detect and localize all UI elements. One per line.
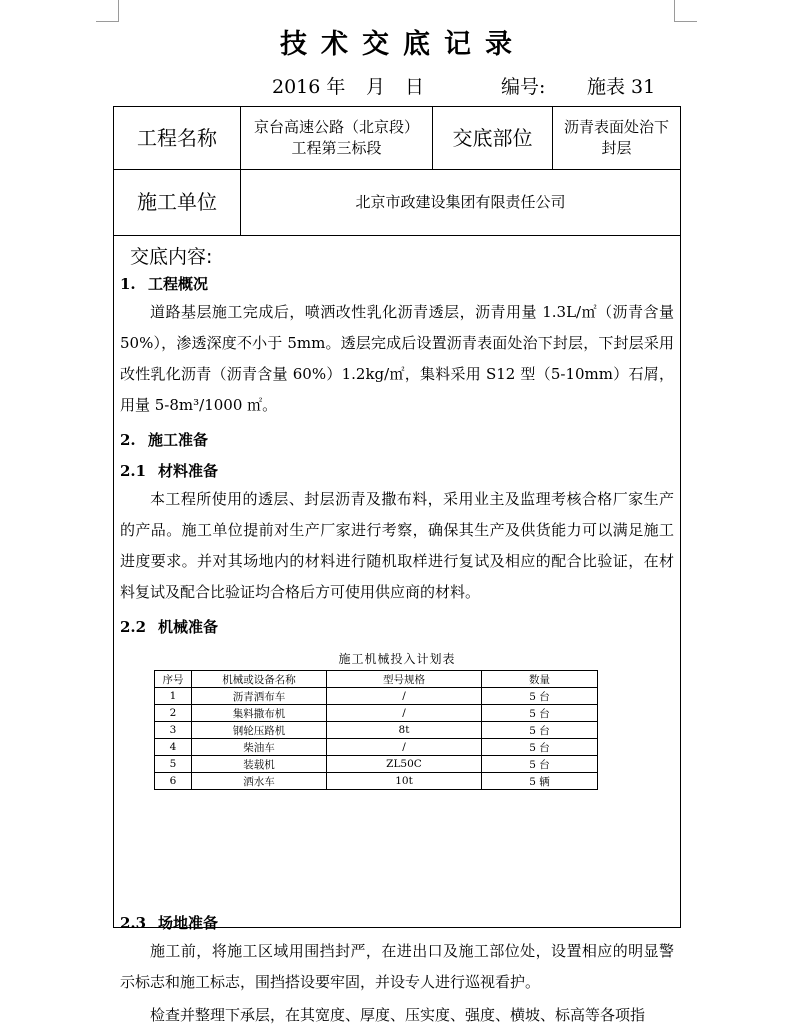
project-name-value bbox=[241, 107, 432, 169]
construction-unit-label: 施工单位 bbox=[137, 190, 217, 214]
grid-line bbox=[114, 235, 680, 236]
table-header-cell: 序号 bbox=[155, 671, 192, 688]
heading-2-2 bbox=[120, 616, 218, 637]
table-cell: 钢轮压路机 bbox=[192, 722, 327, 739]
table-header-cell: 型号规格 bbox=[327, 671, 482, 688]
heading-2-3 bbox=[120, 912, 218, 933]
project-name-label: 工程名称 bbox=[137, 125, 217, 150]
heading-2-number: 2. bbox=[120, 431, 136, 449]
part-line-2: 封层 bbox=[601, 139, 632, 157]
table-cell: 6 bbox=[155, 773, 192, 790]
table-header-cell: 机械或设备名称 bbox=[192, 671, 327, 688]
table-cell: 装载机 bbox=[192, 756, 327, 773]
table-header-row bbox=[155, 671, 598, 688]
table-cell: 1 bbox=[155, 688, 192, 705]
table-cell: 沥青洒布车 bbox=[192, 688, 327, 705]
table-cell: / bbox=[327, 705, 482, 722]
paragraph-overview: 道路基层施工完成后，喷洒改性乳化沥青透层，沥青用量 1.3L/㎡（沥青含量 50%），渗透深度不小于 5mm。透层完成后设置沥青表面处治下封层，下封层采用改性乳化沥青（沥青含量 60%）1.2kg/㎡，集料采用 S12 型（5-10mm）石屑，用量 5-8m³/1000 ㎡。 bbox=[120, 303, 674, 414]
date-month: 月 bbox=[366, 76, 386, 98]
date-line bbox=[0, 72, 792, 100]
table-row bbox=[155, 722, 598, 739]
table-row bbox=[155, 739, 598, 756]
table-cell: ZL50C bbox=[327, 756, 482, 773]
table-cell: 5 台 bbox=[482, 756, 598, 773]
record-form bbox=[113, 106, 681, 1024]
construction-unit-value: 北京市政建设集团有限责任公司 bbox=[355, 193, 566, 211]
table-cell: 2 bbox=[155, 705, 192, 722]
table-cell: 集料撒布机 bbox=[192, 705, 327, 722]
machinery-table-title: 施工机械投入计划表 bbox=[338, 652, 456, 666]
paragraph-materials: 本工程所使用的透层、封层沥青及撒布料，采用业主及监理考核合格厂家生产的产品。施工单位提前对生产厂家进行考察，确保其生产及供货能力可以满足施工进度要求。并对其场地内的材料进行随机取样进行复试及相应的配合比验证，在材料复试及配合比验证均合格后方可使用供应商的材料。 bbox=[120, 490, 674, 601]
machinery-table bbox=[154, 670, 598, 790]
heading-2-2-number: 2.2 bbox=[120, 618, 147, 636]
table-cell: / bbox=[327, 688, 482, 705]
date-year: 2016 年 bbox=[272, 76, 346, 98]
table-cell: 5 辆 bbox=[482, 773, 598, 790]
table-cell: 5 台 bbox=[482, 705, 598, 722]
heading-1-number: 1. bbox=[120, 275, 136, 293]
part-line-1: 沥青表面处治下 bbox=[563, 118, 669, 136]
paragraph-site-1: 施工前，将施工区域用围挡封严，在进出口及施工部位处，设置相应的明显警示标志和施工标志，围挡搭设要牢固，并设专人进行巡视看护。 bbox=[120, 942, 674, 991]
part-label: 交底部位 bbox=[452, 125, 533, 150]
project-name-line-1: 京台高速公路（北京段） bbox=[253, 118, 419, 136]
content-label: 交底内容: bbox=[130, 246, 213, 268]
crop-mark-left-v bbox=[118, 0, 119, 22]
table-cell: 柴油车 bbox=[192, 739, 327, 756]
table-row bbox=[155, 756, 598, 773]
heading-2-1-title: 材料准备 bbox=[158, 462, 219, 480]
table-cell: 洒水车 bbox=[192, 773, 327, 790]
table-cell: / bbox=[327, 739, 482, 756]
heading-2-3-title: 场地准备 bbox=[158, 914, 219, 932]
table-cell: 5 台 bbox=[482, 722, 598, 739]
crop-mark-right-v bbox=[674, 0, 675, 22]
table-header-cell: 数量 bbox=[482, 671, 598, 688]
heading-2 bbox=[120, 429, 208, 450]
table-cell: 8t bbox=[327, 722, 482, 739]
table-row bbox=[155, 773, 598, 790]
paragraph-site-2: 检查并整理下承层，在其宽度、厚度、压实度、强度、横坡、标高等各项指 bbox=[150, 1006, 646, 1024]
part-value bbox=[553, 107, 680, 169]
project-name-line-2: 工程第三标段 bbox=[291, 139, 382, 157]
table-cell: 5 台 bbox=[482, 688, 598, 705]
heading-2-3-number: 2.3 bbox=[120, 914, 147, 932]
heading-2-2-title: 机械准备 bbox=[158, 618, 219, 636]
table-row bbox=[155, 688, 598, 705]
heading-1-title: 工程概况 bbox=[148, 275, 209, 293]
heading-1 bbox=[120, 273, 208, 294]
table-cell: 4 bbox=[155, 739, 192, 756]
code-value: 施表 31 bbox=[587, 76, 656, 98]
code-label: 编号: bbox=[501, 76, 546, 98]
table-cell: 3 bbox=[155, 722, 192, 739]
date-day: 日 bbox=[405, 76, 425, 98]
table-cell: 5 台 bbox=[482, 739, 598, 756]
table-row bbox=[155, 705, 598, 722]
heading-2-1 bbox=[120, 460, 218, 481]
heading-2-title: 施工准备 bbox=[148, 431, 209, 449]
document-title: 技术交底记录 bbox=[280, 29, 526, 60]
heading-2-1-number: 2.1 bbox=[120, 462, 147, 480]
table-cell: 5 bbox=[155, 756, 192, 773]
table-cell: 10t bbox=[327, 773, 482, 790]
